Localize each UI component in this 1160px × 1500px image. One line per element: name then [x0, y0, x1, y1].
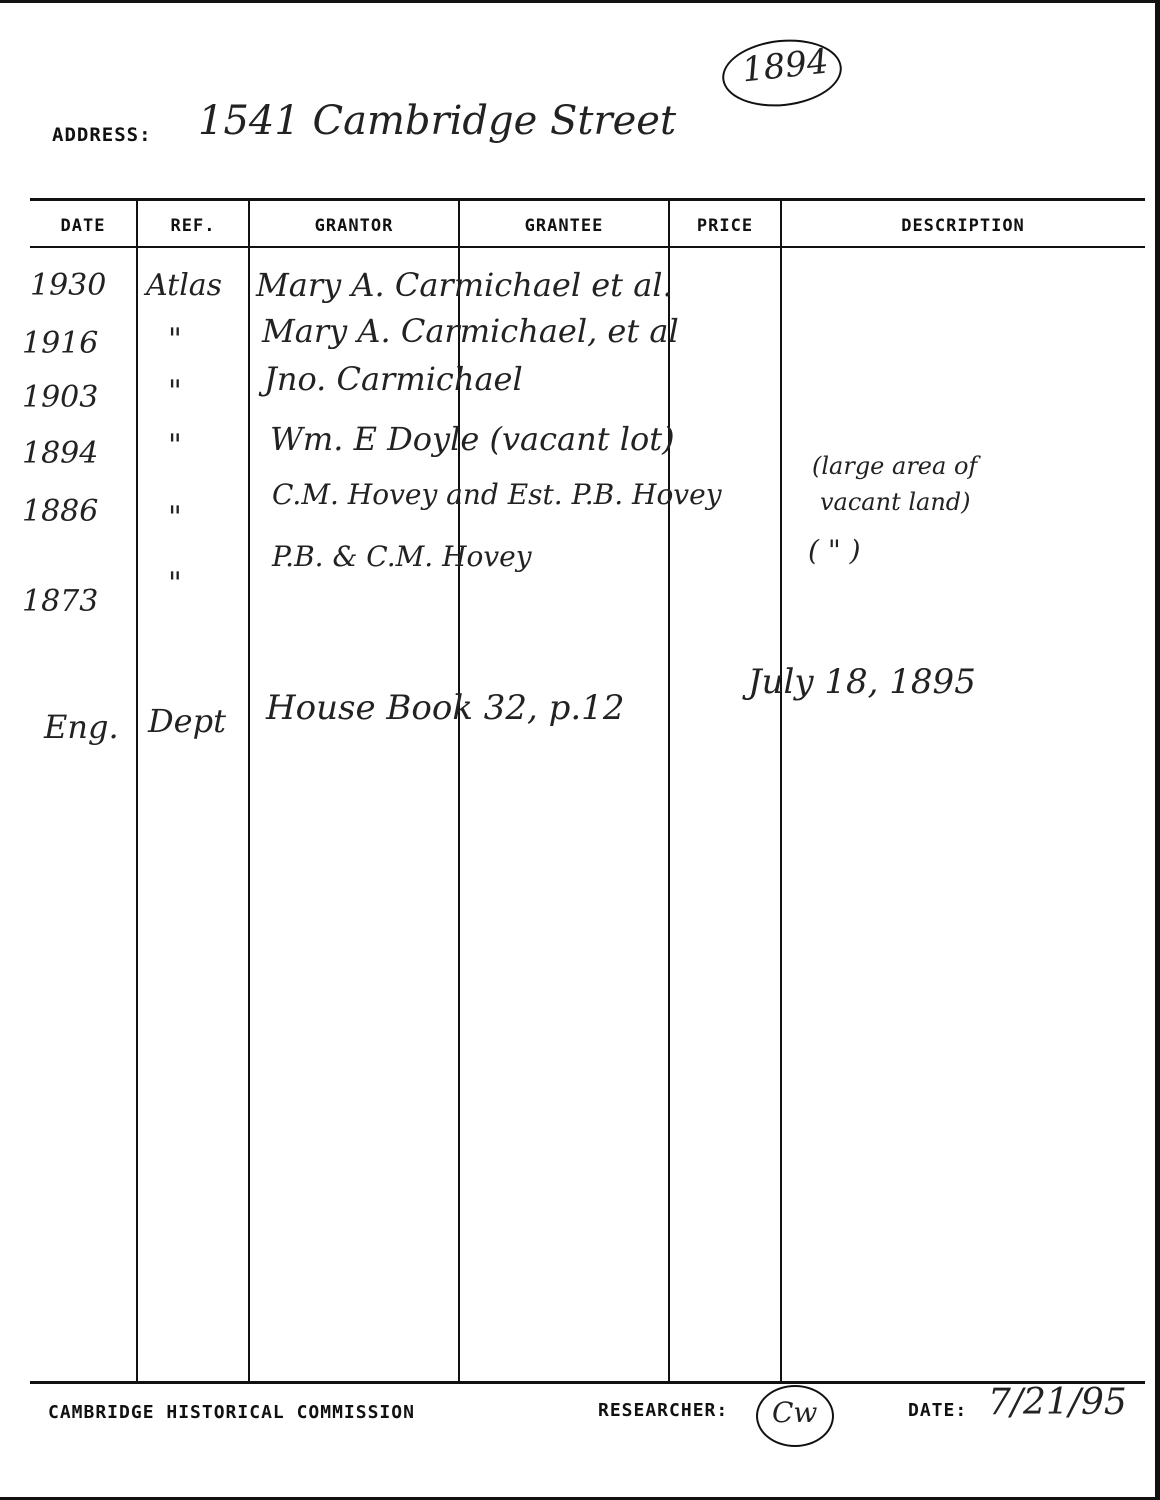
row-description-line2: vacant land)	[820, 488, 971, 516]
header-bottom-rule	[30, 246, 1145, 248]
org-name: CAMBRIDGE HISTORICAL COMMISSION	[48, 1402, 415, 1423]
table-top-rule	[30, 198, 1145, 201]
row-date: 1894	[22, 436, 99, 471]
col-divider-grantor	[248, 200, 250, 1382]
column-header-grantee: GRANTEE	[524, 216, 604, 236]
row-date: 1930	[30, 268, 107, 303]
row-grantor: C.M. Hovey and Est. P.B. Hovey	[272, 478, 722, 511]
note-dept: Dept	[148, 702, 226, 740]
row-grantor: Wm. E Doyle (vacant lot)	[270, 420, 675, 458]
researcher-initials: Cw	[772, 1396, 818, 1429]
row-ref: "	[168, 500, 182, 535]
note-reference: House Book 32, p.12	[266, 688, 625, 728]
row-grantor: Mary A. Carmichael, et al	[262, 312, 679, 350]
note-source: Eng.	[44, 708, 119, 746]
row-ref: "	[168, 428, 182, 463]
row-ref: "	[168, 566, 182, 601]
row-date: 1886	[22, 494, 99, 529]
col-divider-ref	[136, 200, 138, 1382]
date-label: DATE:	[908, 1400, 968, 1421]
row-date: 1873	[22, 584, 99, 619]
column-header-description: DESCRIPTION	[901, 216, 1025, 236]
column-header-grantor: GRANTOR	[314, 216, 394, 236]
row-grantor: Jno. Carmichael	[264, 360, 523, 398]
row-grantor: P.B. & C.M. Hovey	[272, 540, 532, 573]
column-header-date: DATE	[60, 216, 106, 236]
footer-date: 7/21/95	[988, 1382, 1127, 1423]
row-grantor: Mary A. Carmichael et al.	[256, 266, 673, 304]
note-date: July 18, 1895	[748, 662, 976, 702]
scan-edge-right	[1155, 0, 1160, 1500]
address-label: ADDRESS:	[52, 124, 152, 146]
researcher-label: RESEARCHER:	[598, 1400, 729, 1421]
address-value: 1541 Cambridge Street	[198, 98, 677, 144]
row-ref: "	[168, 374, 182, 409]
scan-edge-top	[0, 0, 1160, 3]
row-ref: Atlas	[146, 268, 223, 303]
year-circled: 1894	[740, 41, 831, 91]
column-header-price: PRICE	[696, 216, 754, 236]
row-description: (large area of	[812, 452, 978, 480]
column-header-ref: REF.	[170, 216, 216, 236]
table-bottom-rule	[30, 1381, 1145, 1384]
col-divider-description	[780, 200, 782, 1382]
row-date: 1916	[22, 326, 99, 361]
col-divider-price	[668, 200, 670, 1382]
row-description: ( " )	[808, 534, 861, 567]
row-date: 1903	[22, 380, 99, 415]
row-ref: "	[168, 322, 182, 357]
